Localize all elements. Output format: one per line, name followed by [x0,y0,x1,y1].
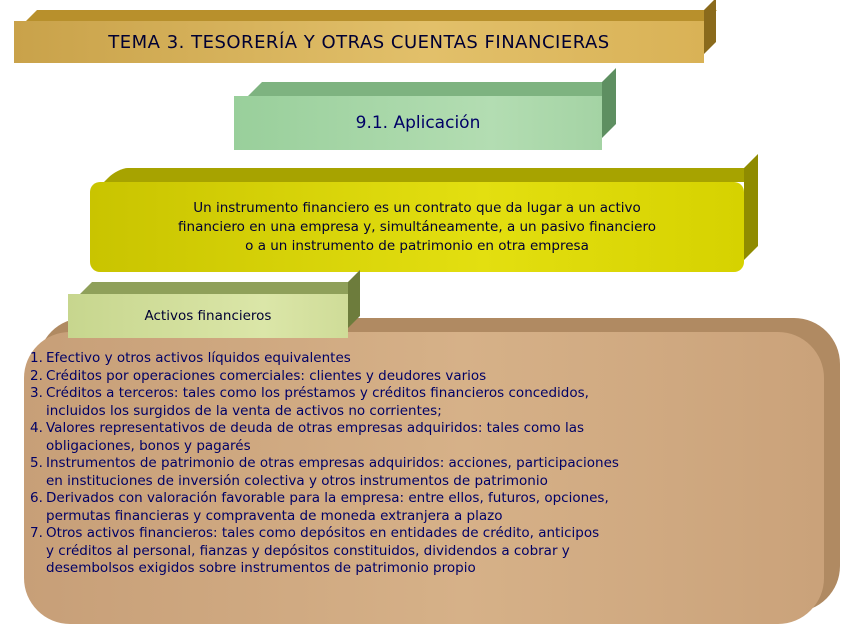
list-item-text: Créditos a terceros: tales como los préstamos y créditos financieros concedidos, [46,385,589,401]
list-item-number: 7. [30,525,43,541]
list-item-number: 4. [30,420,43,436]
list-item-text: Efectivo y otros activos líquidos equivalentes [46,350,351,366]
list-item-text: Otros activos financieros: tales como depósitos en entidades de crédito, anticipos [46,525,600,541]
definition-line: Un instrumento financiero es un contrato que da lugar a un activo [193,199,641,216]
list-item-number: 1. [30,350,43,366]
list-item [30,525,800,578]
list-item [30,368,800,386]
section-box [234,82,616,152]
assets-label: Activos financieros [68,294,348,338]
list-item-text: Derivados con valoración favorable para la empresa: entre ellos, futuros, opciones, [46,490,609,506]
definition-text [90,182,744,272]
list-item-number: 5. [30,455,43,471]
list-item-text: y créditos al personal, fianzas y depósitos constituidos, dividendos a cobrar y [46,542,570,559]
list-item [30,455,800,490]
title-banner [14,10,716,65]
list-item-text: en instituciones de inversión colectiva y otros instrumentos de patrimonio [46,472,548,489]
list-item-number: 6. [30,490,43,506]
assets-label-box [68,282,360,340]
definition-box-side [744,154,758,260]
list-item [30,420,800,455]
definition-line: o a un instrumento de patrimonio en otra empresa [245,237,589,254]
section-box-side [602,68,616,138]
list-item-number: 2. [30,367,43,384]
definition-box-top [104,168,758,182]
list-item-text: obligaciones, bonos y pagarés [46,437,251,454]
list-item-text: Créditos por operaciones comerciales: clientes y deudores varios [46,367,487,384]
assets-label-side [348,270,360,328]
list-item-text: permutas financieras y compraventa de moneda extranjera a plazo [46,507,503,524]
list-item-text: Instrumentos de patrimonio de otras empresas adquiridos: acciones, participaciones [46,455,619,471]
list-item [30,350,800,368]
list-item-text: Valores representativos de deuda de otras empresas adquiridos: tales como las [46,420,585,436]
list-item-text: incluidos los surgidos de la venta de activos no corrientes; [46,402,442,419]
title-banner-top [26,10,717,21]
assets-label-top [80,282,360,294]
list-item [30,385,800,420]
list-item [30,490,800,525]
page-title: TEMA 3. TESORERÍA Y OTRAS CUENTAS FINANCIERAS [14,21,704,63]
definition-box [90,168,758,274]
title-banner-side [704,0,716,54]
list-item-text: desembolsos exigidos sobre instrumentos de patrimonio propio [46,560,476,576]
section-title: 9.1. Aplicación [234,96,602,150]
list-item-number: 3. [30,385,43,401]
assets-list [30,350,800,578]
definition-line: financiero en una empresa y, simultáneamente, a un pasivo financiero [178,218,656,235]
section-box-top [248,82,616,96]
